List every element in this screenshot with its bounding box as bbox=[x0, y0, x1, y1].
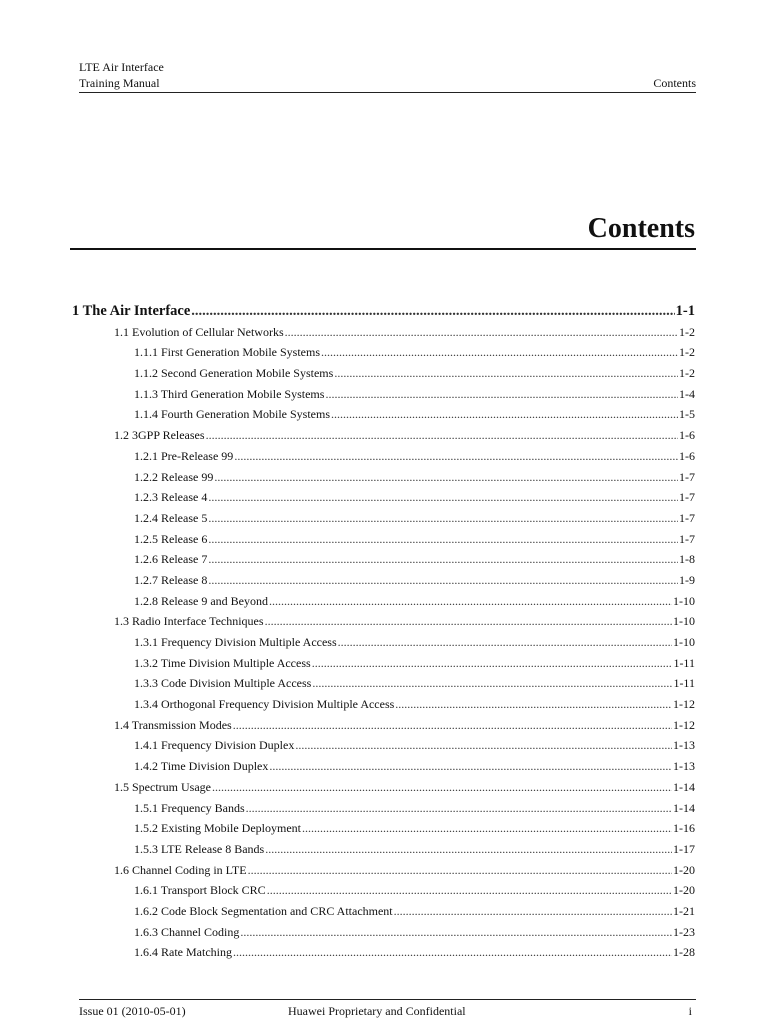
toc-dot-leader bbox=[265, 611, 672, 632]
toc-entry[interactable] bbox=[70, 446, 695, 467]
toc-entry-page: 1-6 bbox=[679, 428, 695, 443]
toc-dot-leader bbox=[285, 322, 678, 343]
toc-entry-page: 1-6 bbox=[679, 448, 695, 463]
toc-entry-page: 1-14 bbox=[673, 779, 695, 794]
toc-dot-leader bbox=[214, 467, 678, 488]
toc-dot-leader bbox=[394, 901, 672, 922]
toc-entry[interactable] bbox=[70, 363, 695, 384]
toc-entry[interactable] bbox=[70, 632, 695, 653]
toc-dot-leader bbox=[321, 342, 678, 363]
toc-entry-page: 1-14 bbox=[673, 800, 695, 815]
toc-dot-leader bbox=[325, 384, 678, 405]
title-divider bbox=[70, 248, 696, 250]
toc-entry[interactable] bbox=[70, 922, 695, 943]
toc-entry-page: 1-11 bbox=[673, 676, 695, 691]
toc-dot-leader bbox=[312, 653, 673, 674]
toc-entry-label: 1.6.3 Channel Coding bbox=[134, 924, 240, 939]
toc-entry-label: 1.6.2 Code Block Segmentation and CRC Attachment bbox=[134, 903, 393, 918]
toc-entry-page: 1-4 bbox=[679, 386, 695, 401]
toc-entry[interactable] bbox=[70, 529, 695, 550]
toc-entry-label: 1.2.2 Release 99 bbox=[134, 469, 214, 484]
toc-dot-leader bbox=[208, 570, 678, 591]
toc-dot-leader bbox=[395, 694, 672, 715]
toc-entry-label: 1.2.6 Release 7 bbox=[134, 552, 208, 567]
toc-entry-label: 1 The Air Interface bbox=[72, 303, 191, 319]
toc-dot-leader bbox=[240, 922, 672, 943]
toc-dot-leader bbox=[208, 549, 678, 570]
toc-entry-label: 1.5.2 Existing Mobile Deployment bbox=[134, 821, 301, 836]
toc-dot-leader bbox=[269, 591, 672, 612]
toc-entry-label: 1.2.1 Pre-Release 99 bbox=[134, 448, 234, 463]
toc-entry-page: 1-5 bbox=[679, 407, 695, 422]
toc-entry-page: 1-11 bbox=[673, 655, 695, 670]
toc-entry[interactable] bbox=[70, 860, 695, 881]
toc-entry[interactable] bbox=[70, 487, 695, 508]
toc-dot-leader bbox=[334, 363, 678, 384]
page-header bbox=[79, 59, 696, 93]
footer-issue: Issue 01 (2010-05-01) bbox=[79, 1004, 186, 1018]
toc-dot-leader bbox=[295, 735, 672, 756]
toc-dot-leader bbox=[208, 529, 678, 550]
toc-entry[interactable] bbox=[70, 591, 695, 612]
toc-entry-page: 1-8 bbox=[679, 552, 695, 567]
toc-entry-page: 1-13 bbox=[673, 759, 695, 774]
toc-dot-leader bbox=[208, 508, 678, 529]
toc-entry-page: 1-12 bbox=[673, 697, 695, 712]
toc-entry[interactable] bbox=[70, 404, 695, 425]
toc-entry-page: 1-20 bbox=[673, 883, 695, 898]
toc-entry-label: 1.3.3 Code Division Multiple Access bbox=[134, 676, 312, 691]
toc-entry-label: 1.4.2 Time Division Duplex bbox=[134, 759, 269, 774]
toc-entry[interactable] bbox=[70, 715, 695, 736]
toc-entry-page: 1-2 bbox=[679, 345, 695, 360]
table-of-contents bbox=[70, 301, 695, 963]
toc-entry-page: 1-20 bbox=[673, 862, 695, 877]
toc-entry-label: 1.2.7 Release 8 bbox=[134, 572, 208, 587]
toc-entry-label: 1.3 Radio Interface Techniques bbox=[114, 614, 264, 629]
toc-entry-label: 1.6.4 Rate Matching bbox=[134, 945, 232, 960]
toc-entry-label: 1.2.4 Release 5 bbox=[134, 510, 208, 525]
toc-entry[interactable] bbox=[70, 611, 695, 632]
toc-entry[interactable] bbox=[70, 322, 695, 343]
toc-dot-leader bbox=[206, 425, 678, 446]
toc-entry-page: 1-28 bbox=[673, 945, 695, 960]
toc-dot-leader bbox=[233, 715, 672, 736]
toc-entry-label: 1.6.1 Transport Block CRC bbox=[134, 883, 266, 898]
toc-entry-label: 1.2.5 Release 6 bbox=[134, 531, 208, 546]
toc-entry[interactable] bbox=[70, 901, 695, 922]
toc-entry-label: 1.1.3 Third Generation Mobile Systems bbox=[134, 386, 325, 401]
toc-entry[interactable] bbox=[70, 425, 695, 446]
toc-entry[interactable] bbox=[70, 549, 695, 570]
footer-page-number: i bbox=[688, 1004, 692, 1018]
toc-entry-page: 1-7 bbox=[679, 490, 695, 505]
toc-entry[interactable] bbox=[70, 673, 695, 694]
toc-entry-label: 1.1.4 Fourth Generation Mobile Systems bbox=[134, 407, 330, 422]
header-document-title: LTE Air Interface bbox=[79, 60, 164, 74]
toc-entry[interactable] bbox=[70, 756, 695, 777]
toc-entry-label: 1.1.2 Second Generation Mobile Systems bbox=[134, 366, 334, 381]
toc-dot-leader bbox=[331, 404, 678, 425]
toc-entry-label: 1.2.8 Release 9 and Beyond bbox=[134, 593, 268, 608]
toc-dot-leader bbox=[233, 942, 672, 963]
toc-entry-page: 1-10 bbox=[673, 593, 695, 608]
toc-entry-label: 1.2.3 Release 4 bbox=[134, 490, 208, 505]
toc-dot-leader bbox=[267, 880, 672, 901]
toc-entry-label: 1.1.1 First Generation Mobile Systems bbox=[134, 345, 320, 360]
toc-entry-page: 1-12 bbox=[673, 717, 695, 732]
toc-entry[interactable] bbox=[70, 342, 695, 363]
toc-entry[interactable] bbox=[70, 508, 695, 529]
toc-dot-leader bbox=[191, 301, 674, 322]
toc-entry[interactable] bbox=[70, 798, 695, 819]
toc-entry[interactable] bbox=[70, 570, 695, 591]
toc-entry[interactable] bbox=[70, 839, 695, 860]
toc-entry[interactable] bbox=[70, 777, 695, 798]
toc-entry-page: 1-17 bbox=[673, 841, 695, 856]
toc-entry-label: 1.5.3 LTE Release 8 Bands bbox=[134, 841, 265, 856]
toc-entry-label: 1.3.4 Orthogonal Frequency Division Multiple Access bbox=[134, 697, 395, 712]
toc-entry-label: 1.2 3GPP Releases bbox=[114, 428, 205, 443]
toc-entry-page: 1-16 bbox=[673, 821, 695, 836]
header-manual-name: Training Manual bbox=[79, 76, 160, 90]
toc-dot-leader bbox=[338, 632, 672, 653]
toc-entry-page: 1-21 bbox=[673, 903, 695, 918]
toc-entry[interactable] bbox=[70, 880, 695, 901]
toc-dot-leader bbox=[246, 798, 672, 819]
toc-entry-page: 1-13 bbox=[673, 738, 695, 753]
toc-dot-leader bbox=[269, 756, 672, 777]
toc-entry-label: 1.4.1 Frequency Division Duplex bbox=[134, 738, 295, 753]
toc-entry-label: 1.3.2 Time Division Multiple Access bbox=[134, 655, 311, 670]
toc-entry-label: 1.5 Spectrum Usage bbox=[114, 779, 211, 794]
toc-entry[interactable] bbox=[70, 694, 695, 715]
toc-entry-page: 1-7 bbox=[679, 510, 695, 525]
toc-entry[interactable] bbox=[70, 818, 695, 839]
toc-entry-page: 1-9 bbox=[679, 572, 695, 587]
toc-dot-leader bbox=[265, 839, 672, 860]
toc-entry[interactable] bbox=[70, 301, 695, 322]
toc-entry-label: 1.3.1 Frequency Division Multiple Access bbox=[134, 635, 337, 649]
toc-dot-leader bbox=[302, 818, 672, 839]
toc-entry-page: 1-1 bbox=[675, 303, 695, 319]
toc-entry[interactable] bbox=[70, 653, 695, 674]
toc-dot-leader bbox=[234, 446, 678, 467]
toc-entry[interactable] bbox=[70, 384, 695, 405]
header-section-name: Contents bbox=[653, 76, 696, 90]
toc-entry-label: 1.4 Transmission Modes bbox=[114, 717, 232, 732]
toc-entry[interactable] bbox=[70, 735, 695, 756]
toc-entry-label: 1.5.1 Frequency Bands bbox=[134, 800, 245, 815]
toc-dot-leader bbox=[312, 673, 672, 694]
toc-entry-page: 1-7 bbox=[679, 469, 695, 484]
toc-dot-leader bbox=[208, 487, 678, 508]
toc-entry-page: 1-2 bbox=[679, 366, 695, 381]
toc-entry-page: 1-2 bbox=[679, 324, 695, 339]
toc-entry-page: 1-7 bbox=[679, 531, 695, 546]
toc-entry-page: 1-10 bbox=[673, 614, 695, 629]
page-footer bbox=[79, 999, 696, 1018]
toc-entry-page: 1-10 bbox=[673, 635, 695, 649]
toc-dot-leader bbox=[212, 777, 672, 798]
footer-confidentiality: Huawei Proprietary and Confidential bbox=[288, 1004, 466, 1018]
toc-entry-label: 1.1 Evolution of Cellular Networks bbox=[114, 324, 284, 339]
toc-entry-label: 1.6 Channel Coding in LTE bbox=[114, 862, 247, 877]
page-title: Contents bbox=[587, 213, 695, 244]
toc-dot-leader bbox=[248, 860, 672, 881]
toc-entry[interactable] bbox=[70, 942, 695, 963]
toc-entry[interactable] bbox=[70, 467, 695, 488]
toc-entry-page: 1-23 bbox=[673, 924, 695, 939]
